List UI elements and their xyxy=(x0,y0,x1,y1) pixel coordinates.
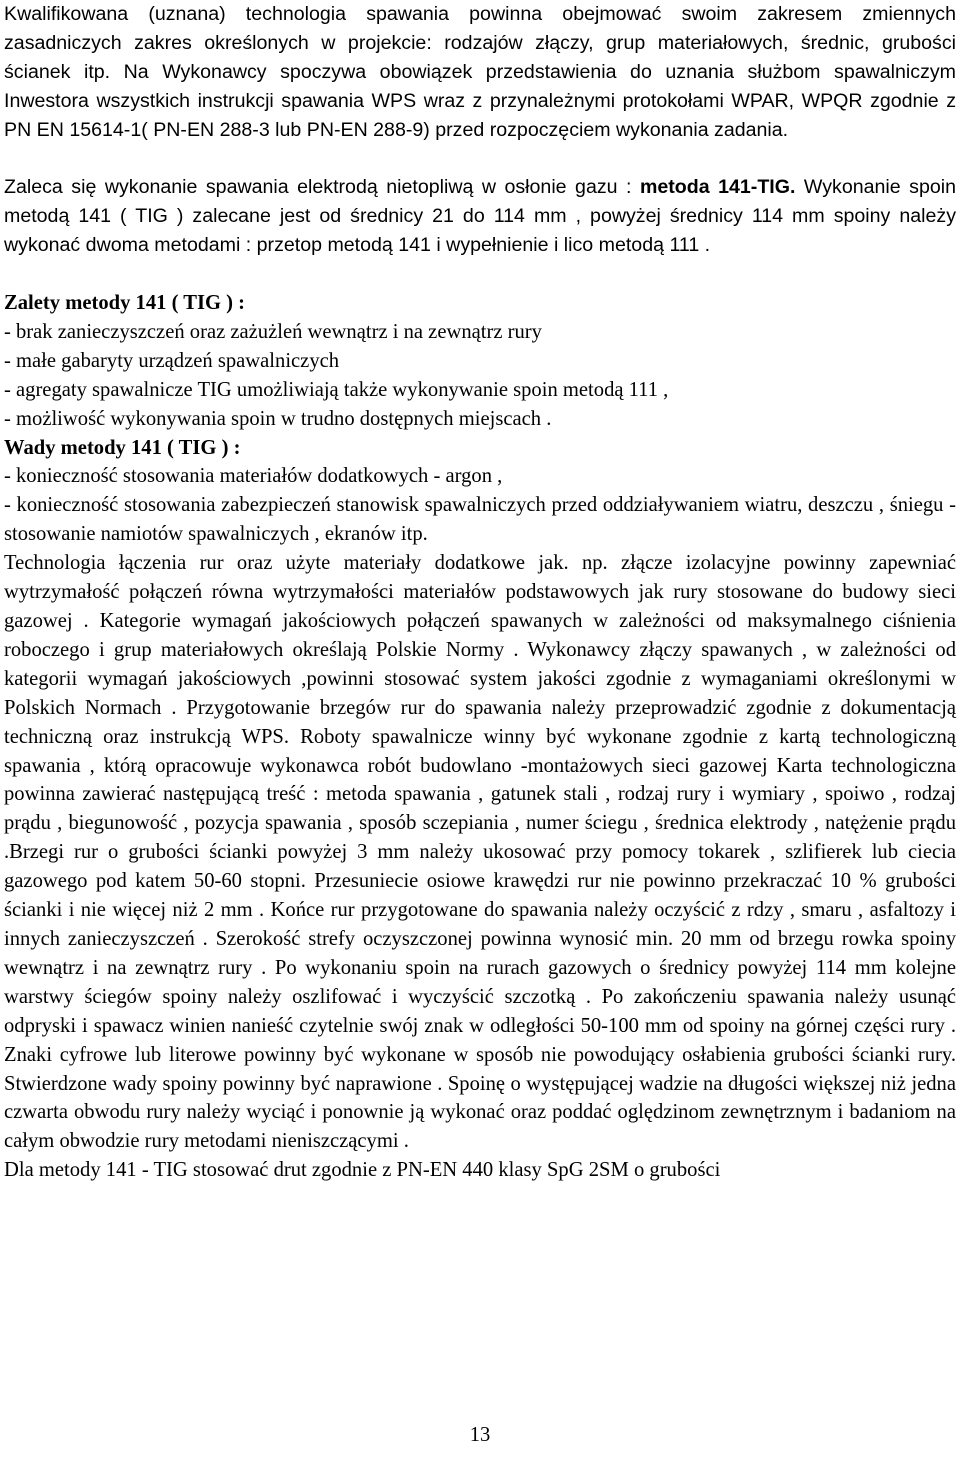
advantage-item: - małe gabaryty urządzeń spawalniczych xyxy=(4,349,340,372)
disadvantages-heading: Wady metody 141 ( TIG ) : xyxy=(4,436,241,459)
page-number: 13 xyxy=(469,1424,491,1446)
tig-method-emphasis: metoda 141-TIG. xyxy=(639,176,796,199)
paragraph-joining-technology: Technologia łączenia rur oraz użyte materiały dodatkowe jak. np. złącze izolacyjne powinny zapewniać wytrzymałość połączeń równa wytrzymałości materiałów podstawowych jak rury stosowane do budowy sieci gazowej . Kategorie wymagań jakościowych połączeń spawanych w zależności od maksymalnego ciśnienia roboczego i grup materiałowych określają Polskie Normy . Wykonawcy złączy spawanych , w zależności od kategorii wymagań jakościowych ,powinni stosować system jakości zgodnie z wymaganiami określonymi w Polskich Normach . Przygotowanie brzegów rur do spawania należy przeprowadzić zgodnie z dokumentacją techniczną oraz instrukcją WPS. Roboty spawalnicze winny być wykonane zgodnie z kartą technologiczną spawania , którą opracowuje wykonawca robót budowlano -montażowych sieci gazowej Karta technologiczna powinna zawierać następującą treść : metoda spawania , gatunek stali , rodzaj rury i wymiary , spoiwo , rodzaj prądu , biegunowość , pozycja spawania , sposób sczepiania , numer ściegu , średnica elektrody , natężenie prądu .Brzegi rur o grubości ścianki powyżej 3 mm należy ukosować przy pomocy tokarek , szlifierek lub ciecia gazowego pod katem 50-60 stopni. Przesuniecie osiowe krawędzi rur nie powinno przekraczać 10 % grubości ścianki i nie więcej niż 2 mm . Końce rur przygotowane do spawania należy oczyścić z rdzy , smaru , asfaltozy i innych zanieczyszczeń . Szerokość strefy oczyszczonej powinna wynosić min. 20 mm od brzegu rowka spoiny wewnątrz i na zewnątrz rury . Po wykonaniu spoin na rurach gazowych o średnicy powyżej 114 mm kolejne warstwy ściegów spoiny należy oszlifować i wyczyścić szczotką . Po zakończeniu spawania należy usunąć odpryski i spawacz winien nanieść czytelnie swój znak w odległości 50-100 mm od spoiny na górnej części rury . Znaki cyfrowe lub literowe powinny być wykonane w sposób nie powodujący osłabienia grubości ścianki rury. Stwierdzone wady spoiny powinny być naprawione . Spoinę o występującej wadzie na długości większej niż jedna czwarta obwodu rury należy wyciąć i ponownie ją wykonać oraz poddać oględzinom zewnętrznym i badaniom na całym obwodzie rury metodami nieniszczącymi . xyxy=(4,552,956,1153)
advantage-item: - brak zanieczyszczeń oraz zażużleń wewnątrz i na zewnątrz rury xyxy=(4,320,542,343)
page-body xyxy=(4,0,956,1185)
paragraph-qualified-technology: Kwalifikowana (uznana) technologia spawania powinna obejmować swoim zakresem zmiennych zasadniczych zakres określonych w projekcie: rodzajów złączy, grup materiałowych, średnic, grubości ścianek itp. Na Wykonawcy spoczywa obowiązek przedstawienia do uznania służbom spawalniczym Inwestora wszystkich instrukcji spawania WPS wraz z przynależnymi protokołami WPAR, WPQR zgodnie z PN EN 15614-1( PN-EN 288-3 lub PN-EN 288-9) przed rozpoczęciem wykonania zadania. xyxy=(4,3,956,141)
tig-recommendation-details: Wykonanie spoin metodą 141 ( TIG ) zalecane jest od średnicy 21 do 114 mm , powyżej średnicy 114 mm spoiny należy wykonać dwoma metodami : przetop metodą 141 i wypełnienie i lico metodą 111 . xyxy=(4,176,956,257)
paragraph-spacer xyxy=(4,260,956,289)
advantages-heading: Zalety metody 141 ( TIG ) : xyxy=(4,292,246,315)
disadvantage-item: - konieczność stosowania zabezpieczeń stanowisk spawalniczych przed oddziaływaniem wiatru, deszczu , śniegu - stosowanie namiotów spawalniczych , ekranów itp. xyxy=(4,494,956,546)
tig-recommendation-text: Zaleca się wykonanie spawania elektrodą nietopliwą w osłonie gazu : xyxy=(4,176,640,199)
advantage-item: - agregaty spawalnicze TIG umożliwiają także wykonywanie spoin metodą 111 , xyxy=(4,378,669,401)
paragraph-tig-recommendation xyxy=(4,173,956,260)
paragraph-tig-wire: Dla metody 141 - TIG stosować drut zgodnie z PN-EN 440 klasy SpG 2SM o grubości xyxy=(4,1159,721,1182)
disadvantage-item: - konieczność stosowania materiałów dodatkowych - argon , xyxy=(4,465,503,488)
paragraph-spacer xyxy=(4,145,956,174)
advantage-item: - możliwość wykonywania spoin w trudno dostępnych miejscach . xyxy=(4,407,552,430)
